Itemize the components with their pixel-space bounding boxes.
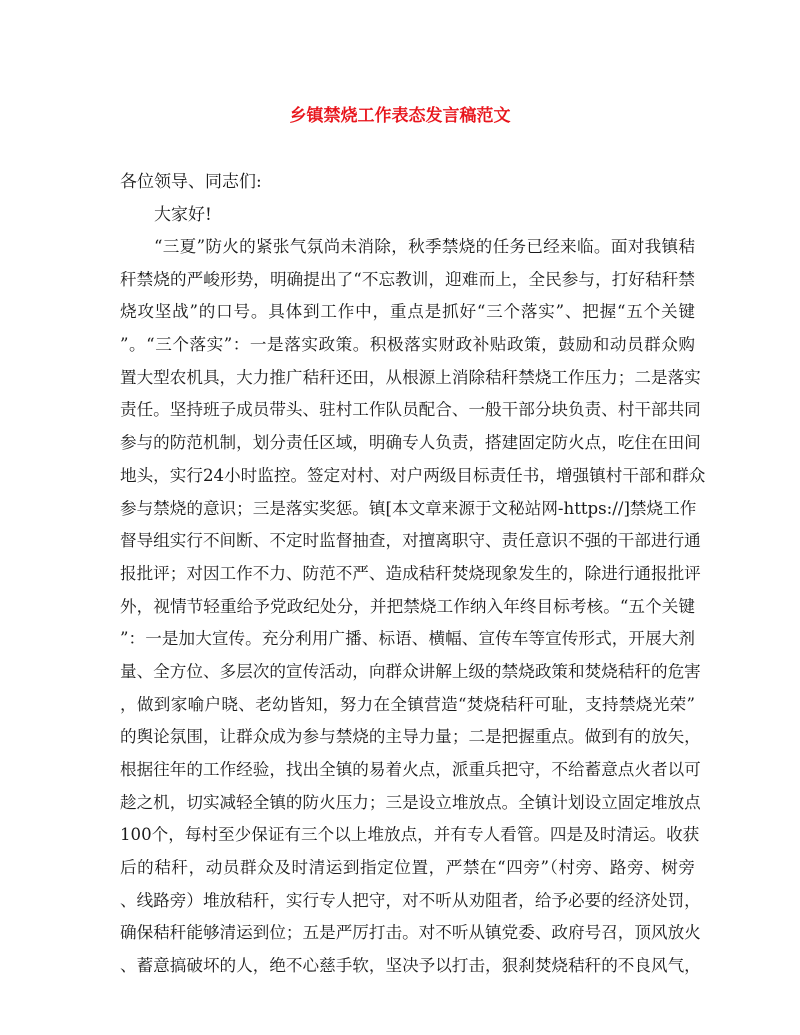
text-line: 外，视情节轻重给予党政纪处分，并把禁烧工作纳入年终目标考核。“五个关键 — [120, 596, 695, 616]
text-line: ，做到家喻户晓、老幼皆知，努力在全镇营造“焚烧秸秆可耻，支持禁烧光荣” — [120, 694, 695, 714]
document-title: 乡镇禁烧工作表态发言稿范文 — [289, 106, 511, 126]
text-line: 地头，实行24小时监控。签定对村、对户两级目标责任书，增强镇村干部和群众 — [120, 465, 706, 485]
text-line: 责任。坚持班子成员带头、驻村工作队员配合、一般干部分块负责、村干部共同 — [120, 400, 701, 420]
salutation: 各位领导、同志们: — [120, 172, 262, 192]
text-line: 确保秸秆能够清运到位；五是严厉打击。对不听从镇党委、政府号召，顶风放火 — [120, 923, 701, 943]
text-line: 秆禁烧的严峻形势，明确提出了“不忘教训，迎难而上，全民参与，打好秸秆禁 — [120, 269, 695, 289]
text-line: ”：一是加大宣传。充分利用广播、标语、横幅、宣传车等宣传形式，开展大剂 — [120, 629, 695, 649]
text-line: ”。“三个落实”：一是落实政策。积极落实财政补贴政策，鼓励和动员群众购 — [120, 335, 695, 355]
text-line: 100个，每村至少保证有三个以上堆放点，并有专人看管。四是及时清运。收获 — [120, 825, 700, 845]
text-line: 趁之机，切实减轻全镇的防火压力；三是设立堆放点。全镇计划设立固定堆放点 — [120, 792, 701, 812]
text-line: 、蓄意搞破坏的人，绝不心慈手软，坚决予以打击，狠刹焚烧秸秆的不良风气， — [120, 956, 701, 976]
text-line: 参与禁烧的意识；三是落实奖惩。镇[本文章来源于文秘站网-https://]禁烧工作 — [120, 498, 697, 518]
text-line: 、线路旁）堆放秸秆，实行专人把守，对不听从劝阻者，给予必要的经济处罚， — [120, 890, 701, 910]
text-line: 量、全方位、多层次的宣传活动，向群众讲解上级的禁烧政策和焚烧秸秆的危害 — [120, 661, 701, 681]
text-line: 的舆论氛围，让群众成为参与禁烧的主导力量；二是把握重点。做到有的放矢， — [120, 727, 701, 747]
text-line: “三夏”防火的紧张气氛尚未消除，秋季禁烧的任务已经来临。面对我镇秸 — [154, 237, 695, 256]
text-line: 根据往年的工作经验，找出全镇的易着火点，派重兵把守，不给蓄意点火者以可 — [120, 760, 701, 779]
body-text — [120, 235, 706, 987]
greeting: 大家好! — [154, 205, 212, 225]
text-line: 置大型农机具，大力推广秸秆还田，从根源上消除秸秆禁烧工作压力；二是落实 — [120, 367, 701, 387]
text-line: 烧攻坚战”的口号。具体到工作中，重点是抓好“三个落实”、把握“五个关键 — [120, 302, 695, 322]
text-line: 督导组实行不间断、不定时监督抽查，对擅离职守、责任意识不强的干部进行通 — [120, 531, 701, 551]
text-line: 报批评；对因工作不力、防范不严、造成秸秆焚烧现象发生的，除进行通报批评 — [120, 563, 701, 583]
text-line: 后的秸秆，动员群众及时清运到指定位置，严禁在“四旁”（村旁、路旁、树旁 — [120, 858, 695, 878]
text-line: 参与的防范机制，划分责任区域，明确专人负责，搭建固定防火点，吃住在田间 — [120, 433, 701, 453]
